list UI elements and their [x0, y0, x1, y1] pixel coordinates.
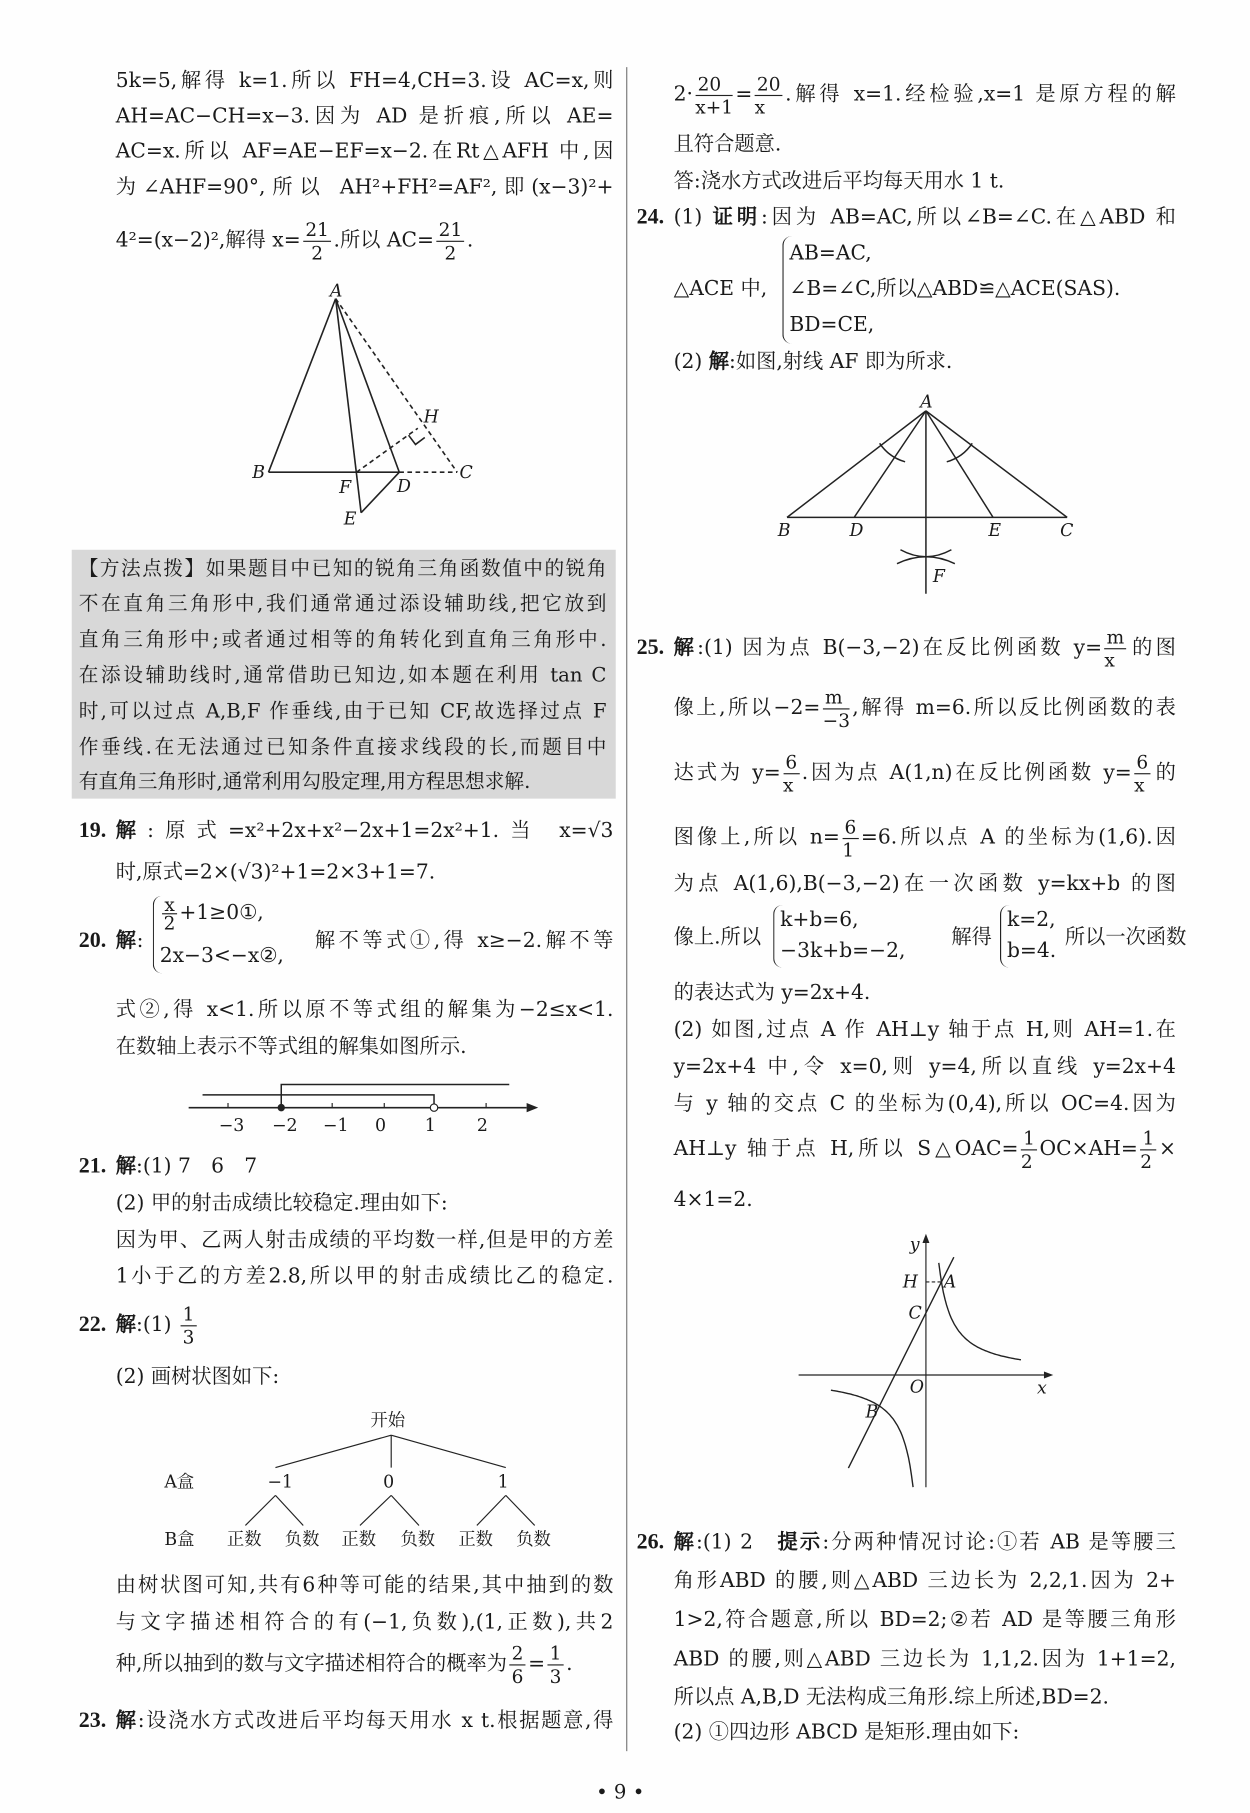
text: :	[136, 929, 144, 953]
label-e: E	[988, 520, 1002, 541]
hint-label: 提示	[777, 1531, 823, 1555]
denominator: 2	[444, 241, 457, 264]
question-number: 21.	[78, 1153, 107, 1179]
text-line	[674, 1528, 1176, 1558]
label-b: B	[777, 520, 791, 541]
text: =	[528, 1652, 546, 1676]
text-line	[673, 905, 1187, 970]
text-line: 解不等式①,得 x≥−2.解不等	[314, 929, 614, 953]
text-line: y=2x+4 中,令 x=0,则 y=4,所以直线 y=2x+4	[673, 1055, 1176, 1079]
denominator: −3	[822, 709, 850, 732]
text-line: 角形ABD 的腰,则△ABD 三边长为 2,2,1.因为 2+	[673, 1569, 1176, 1593]
numerator: 1	[180, 1303, 196, 1326]
tip-line: 不在直角三角形中,我们通常通过添设辅助线,把它放到	[78, 592, 607, 616]
label-c: C	[1060, 520, 1074, 541]
text-line: (2) ①四边形 ABCD 是矩形.理由如下:	[673, 1721, 1020, 1745]
fraction	[436, 219, 464, 264]
text-line	[674, 750, 1176, 796]
open-point	[430, 1104, 437, 1111]
text: 种,所以抽到的数与文字描述相符合的概率为	[115, 1652, 508, 1676]
numerator: 21	[436, 219, 464, 242]
text: ×	[1158, 1137, 1176, 1161]
label-d: D	[849, 520, 864, 541]
text: :(1) 7 6 7	[135, 1155, 258, 1179]
text: .所以 AC=	[333, 229, 435, 253]
numerator: m	[1104, 626, 1126, 649]
text-line: 1小于乙的方差2.8,所以甲的射击成绩比乙的稳定.	[115, 1265, 614, 1289]
tick-label: 0	[374, 1115, 387, 1136]
function-graph	[787, 1227, 1065, 1493]
linear-function-line	[848, 1257, 953, 1468]
text: :分两种情况讨论:①若 AB 是等腰三	[822, 1531, 1176, 1555]
numerator: 6	[842, 816, 858, 839]
arrow-icon	[527, 1103, 539, 1112]
denominator: 1	[842, 839, 854, 862]
equation: k+b=6,	[780, 908, 859, 932]
arrow-icon	[922, 1234, 929, 1243]
text-line: △ACE 中,	[673, 277, 768, 301]
text-line: 因为甲、乙两人射击成绩的平均数一样,但是甲的方差	[115, 1229, 614, 1253]
text: .因为点 A(1,n)在反比例函数 y=	[801, 761, 1132, 785]
tick-label: −1	[322, 1115, 349, 1136]
numerator: 6	[783, 751, 799, 774]
label-c: C	[908, 1303, 922, 1324]
tree-leaf: 负数	[284, 1530, 320, 1551]
tree-node: −1	[267, 1472, 293, 1493]
segment-ab	[269, 299, 336, 473]
column-divider	[626, 67, 627, 1751]
equation: b=4.	[1006, 939, 1057, 963]
numerator: x	[162, 896, 177, 915]
label-a: A	[920, 392, 933, 413]
denominator: x+1	[695, 96, 734, 119]
text: 解得	[951, 925, 992, 950]
text-line	[116, 1302, 614, 1348]
tip-line: 有直角三角形时,通常利用勾股定理,用方程思想求解.	[78, 770, 531, 794]
text: 的图	[1128, 636, 1176, 660]
solution-bracket-2	[203, 1095, 434, 1108]
text: :因为 AB=AC,所以∠B=∠C.在△ABD 和	[760, 206, 1176, 230]
tip-line: 时,可以过点 A,B,F 作垂线,由于已知 CF,故选择过点 F	[78, 700, 607, 724]
numerator: 2	[509, 1642, 525, 1665]
tick-label: 2	[476, 1115, 488, 1136]
text: 达式为 y=	[673, 761, 781, 785]
number-line	[179, 1071, 549, 1140]
tree-branch	[275, 1435, 391, 1467]
question-number: 26.	[636, 1530, 665, 1555]
tree-branch	[391, 1495, 419, 1525]
tree-leaf: 负数	[400, 1530, 436, 1551]
question-number: 25.	[636, 635, 665, 660]
text-line	[674, 203, 1176, 233]
text-line: (2) 如图,过点 A 作 AH⊥y 轴于点 H,则 AH=1.在	[673, 1018, 1176, 1042]
numerator: 20	[755, 73, 783, 96]
segment-ed	[361, 472, 399, 513]
solution-label: 解	[673, 636, 698, 660]
text: :设浇水方式改进后平均每天用水 x t.根据题意,得	[137, 1709, 614, 1733]
angle-bisector-figure	[764, 388, 1100, 602]
numerator: 21	[303, 219, 331, 242]
text: OC×AH=	[1039, 1137, 1138, 1161]
label-x: x	[1037, 1378, 1047, 1399]
label-box-a: A盒	[164, 1472, 195, 1493]
construction-arc	[880, 443, 905, 462]
text: ,解得 m=6.所以反比例函数的表	[852, 696, 1176, 720]
label-d: D	[396, 476, 411, 497]
solution-bracket-1	[281, 1084, 509, 1107]
text: 4²=(x−2)²,解得 x=	[115, 229, 301, 253]
solution-label: 解	[115, 819, 148, 843]
tick-label: 1	[424, 1115, 436, 1136]
text-line	[674, 72, 1176, 118]
label-b: B	[252, 463, 266, 484]
numerator: 1	[547, 1642, 563, 1665]
segment-ac	[926, 411, 1067, 517]
arrow-icon	[1044, 1372, 1053, 1379]
denominator: 6	[511, 1665, 524, 1688]
text-line: 4×1=2.	[673, 1188, 753, 1212]
text: (2)	[673, 350, 709, 374]
solution-system	[1000, 905, 1056, 968]
text-line	[116, 1152, 614, 1182]
text-line: 时,原式=2×(√3)²+1=2×3+1=7.	[115, 861, 436, 885]
text: =	[735, 83, 753, 107]
label-e: E	[343, 509, 357, 530]
text-line	[116, 816, 614, 846]
condition: AB=AC,	[789, 241, 872, 266]
tree-branch	[275, 1495, 303, 1525]
equation-system	[773, 905, 905, 968]
text-line: 5k=5,解得 k=1.所以 FH=4,CH=3.设 AC=x,则	[115, 69, 614, 93]
text-line	[674, 815, 1176, 861]
text-line: (2) 甲的射击成绩比较稳定.理由如下:	[115, 1192, 448, 1216]
numerator: 6	[1134, 751, 1150, 774]
text-line	[674, 347, 1176, 377]
text-line	[674, 685, 1176, 731]
text-line: AC=x.所以 AF=AE−EF=x−2.在Rt△AFH 中,因	[115, 140, 614, 164]
numerator: 1	[1140, 1127, 1156, 1150]
text-line	[116, 1706, 614, 1736]
text-line: 与 y 轴的交点 C 的坐标为(0,4),所以 OC=4.因为	[673, 1092, 1176, 1116]
segment-ad	[854, 411, 926, 517]
text: .	[566, 1652, 573, 1676]
text-line: 且符合题意.	[673, 133, 782, 157]
denominator: 2	[1020, 1150, 1033, 1173]
text-line: ABD 的腰,则△ABD 三边长为 1,1,2.因为 1+1=2,	[673, 1648, 1176, 1672]
label-h: H	[423, 407, 439, 428]
denominator: 2	[311, 241, 324, 264]
condition: BD=CE,	[789, 313, 875, 337]
equation: k=2,	[1006, 908, 1056, 932]
segment-ae	[926, 411, 993, 517]
tick-label: −2	[271, 1115, 298, 1136]
numerator: 20	[695, 73, 733, 96]
tree-node: 0	[383, 1472, 395, 1493]
right-angle-mark	[409, 435, 425, 444]
solution-label: 解	[115, 1155, 136, 1179]
solution-label: 解	[115, 1709, 138, 1733]
solution-label: 解	[115, 1313, 136, 1337]
text-line: 式②,得 x<1.所以原不等式组的解集为−2≤x<1.	[115, 998, 614, 1022]
text: :(1) 因为点 B(−3,−2)在反比例函数 y=	[697, 636, 1103, 660]
tree-leaf: 正数	[458, 1530, 494, 1551]
text-line	[116, 218, 614, 264]
segment-fh	[356, 428, 417, 472]
denominator: 2	[163, 912, 176, 935]
tree-branch	[245, 1495, 275, 1525]
congruence-conditions	[782, 236, 1120, 344]
text-line: 由树状图可知,共有6种等可能的结果,其中抽到的数	[115, 1574, 614, 1598]
text: 像上,所以−2=	[673, 696, 821, 720]
tip-line: 【方法点拨】如果题目中已知的锐角三角函数值中的锐角	[78, 557, 607, 582]
text: :(1)	[135, 1313, 172, 1337]
construction-arc	[947, 443, 972, 462]
denominator: x	[783, 774, 794, 797]
denominator: x	[1104, 649, 1115, 672]
label-b: B	[865, 1402, 879, 1423]
question-number: 22.	[78, 1312, 107, 1337]
text-line: 1>2,符合题意,所以 BD=2;②若 AD 是等腰三角形	[673, 1608, 1176, 1632]
text: =6.所以点 A 的坐标为(1,6).因	[860, 826, 1176, 850]
question-number: 20.	[78, 928, 107, 953]
numerator: m	[823, 686, 850, 709]
text: AH⊥y 轴于点 H,所以 S△OAC=	[673, 1137, 1019, 1161]
text: :原式=x²+2x+x²−2x+1=2x²+1.当 x=√3	[147, 819, 614, 843]
tip-line: 直角三角形中;或者通过相等的角转化到直角三角形中.	[78, 628, 607, 652]
closed-point	[278, 1104, 285, 1111]
question-number: 23.	[78, 1708, 107, 1733]
tip-line: 作垂线.在无法通过已知条件直接求线段的长,而题目中	[78, 736, 607, 760]
tree-diagram	[150, 1400, 590, 1562]
tree-branch	[477, 1495, 506, 1525]
text: 的	[1152, 761, 1176, 785]
tick-label: −3	[218, 1115, 245, 1136]
tree-branch	[506, 1495, 535, 1525]
tree-leaf: 正数	[226, 1530, 262, 1551]
label-c: C	[459, 463, 473, 484]
text: 图像上,所以 n=	[673, 826, 840, 850]
denominator: x	[1134, 774, 1145, 797]
inequality-1	[160, 893, 334, 935]
condition: ∠B=∠C,所以△ABD≌△ACE(SAS).	[789, 277, 1121, 301]
equation: −3k+b=−2,	[780, 939, 906, 963]
label-y: y	[909, 1234, 920, 1255]
brace	[153, 893, 334, 974]
label-h: H	[902, 1272, 918, 1293]
text: 所以一次函数	[1064, 925, 1187, 950]
text-line: 为点 A(1,6),B(−3,−2)在一次函数 y=kx+b 的图	[673, 872, 1176, 896]
method-tip-box	[72, 550, 616, 799]
page-number: • 9 •	[596, 1781, 645, 1805]
label-f: F	[932, 567, 945, 588]
label-box-b: B盒	[164, 1530, 195, 1551]
text-line: 答:浇水方式改进后平均每天用水 1 t.	[673, 170, 1005, 194]
denominator: 2	[1140, 1150, 1152, 1173]
text-line: 在数轴上表示不等式组的解集如图所示.	[115, 1035, 467, 1060]
label-o: O	[909, 1377, 924, 1398]
numerator: 1	[1021, 1127, 1037, 1150]
text-line: 为∠AHF=90°,所以 AH²+FH²=AF²,即(x−3)²+	[115, 175, 614, 200]
text-line	[674, 1126, 1176, 1172]
question-number: 24.	[636, 204, 665, 230]
tree-branch	[391, 1435, 506, 1467]
inequality-2: 2x−3<−x②,	[159, 944, 284, 968]
text: :如图,射线 AF 即为所求.	[729, 350, 953, 374]
fraction	[303, 219, 331, 264]
solution-label: 解	[673, 1531, 697, 1555]
text-line: 的表达式为 y=2x+4.	[673, 981, 871, 1005]
proof-label: 证明	[712, 206, 761, 230]
label-a: A	[329, 283, 343, 302]
label-f: F	[339, 478, 352, 499]
solution-label: 解	[708, 350, 730, 374]
text-line	[116, 1641, 614, 1687]
text: 像上.所以	[673, 925, 762, 950]
solution-label: 解	[115, 929, 136, 953]
denominator: 3	[549, 1665, 562, 1688]
question-number: 19.	[78, 818, 107, 843]
text-line	[674, 625, 1176, 671]
text-line: (2) 画树状图如下:	[115, 1365, 280, 1389]
triangle-fold-figure	[231, 284, 497, 539]
tip-line: 在添设辅助线时,通常借助已知边,如本题在利用 tan C	[78, 664, 607, 688]
denominator: 3	[182, 1326, 195, 1349]
label-a: A	[943, 1272, 957, 1293]
text: +1≥0①,	[179, 901, 264, 925]
text: (1)	[673, 206, 713, 230]
tree-branch	[360, 1495, 391, 1525]
text: :(1) 2	[696, 1531, 778, 1555]
tree-root: 开始	[370, 1410, 406, 1431]
tree-leaf: 正数	[341, 1530, 377, 1551]
text: 2·	[673, 83, 693, 107]
denominator: x	[754, 96, 766, 119]
segment-ab	[787, 411, 926, 517]
text: .	[466, 229, 474, 253]
text: .解得 x=1.经检验,x=1 是原方程的解	[785, 83, 1176, 107]
tree-leaf: 负数	[516, 1530, 551, 1551]
text-line: AH=AC−CH=x−3.因为 AD 是折痕,所以 AE=	[115, 105, 614, 129]
text-line: 所以点 A,B,D 无法构成三角形.综上所述,BD=2.	[673, 1686, 1109, 1710]
tree-node: 1	[497, 1472, 509, 1493]
text-line: 与文字描述相符合的有(−1,负数),(1,正数),共2	[115, 1611, 614, 1635]
